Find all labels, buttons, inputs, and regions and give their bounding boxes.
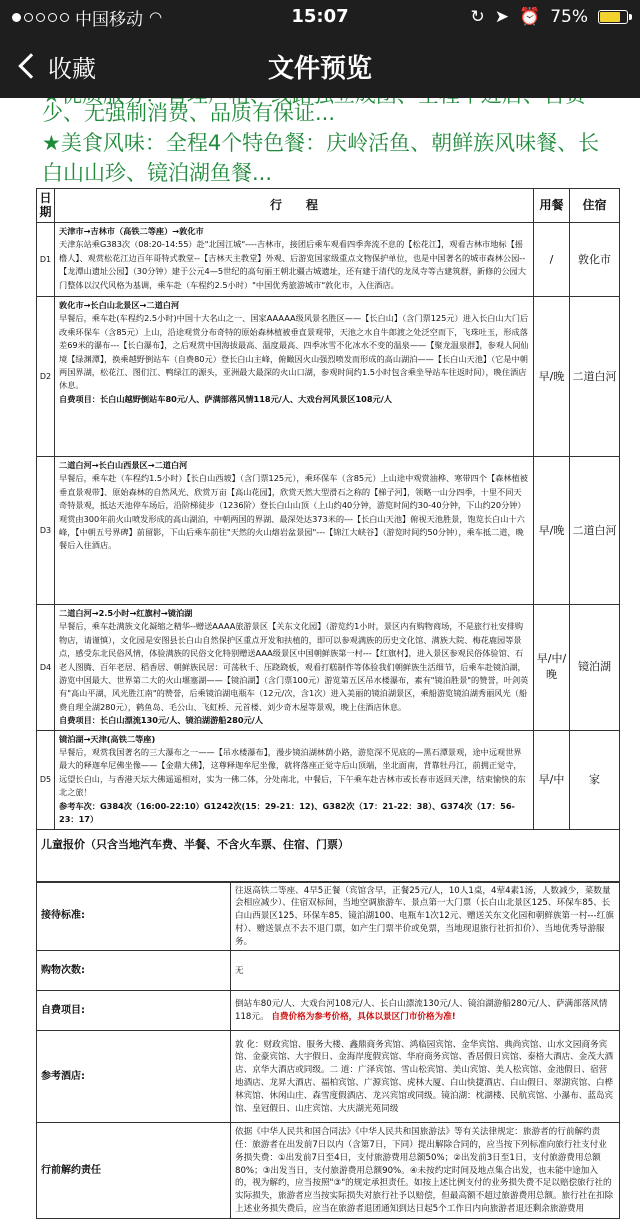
carrier-name: 中国移动 [75, 5, 143, 30]
info-value: 敦 化：财政宾馆、服务大楼、鑫鼎商务宾馆、鸿临园宾馆、金华宾馆、典尚宾馆、山水文园商务宾馆、金豪宾馆、大宇假日、金海岸度假宾馆、华府商务宾馆、香居假日宾馆、泰格大酒店、金茂大酒店、京华大酒店或同级。二 道：广泽宾馆、雪山松宾馆、美山宾馆、美人松宾馆、金池假日、宿营地酒店、龙昇大酒店、福柏宾馆、广源宾馆、虎林大厦、白山快捷酒店、白山假日、翠湖宾馆、白桦林宾馆、休闲山庄、森雪度假酒店、龙兴宾馆或同级。镜泊湖：枕湖楼、民航宾馆、小瀑布、蓝岛宾馆、皇冠假日、山庄宾馆、大庆湖光苑同级 [231, 1031, 620, 1123]
route-body: 天津东站乘G383次（08:20-14:55）赴"北国江城"----吉林市，接团后乘车观看四季奔流不息的【松花江】，观看吉林市地标【摇橹人】、观赏松花江边百年哥特式教堂--【吉林天主教堂】外观、后游览国家级重点文物保护单位，也是中国著名的城市森林公园--【龙潭山遗址公园】（30分钟）建于公元4—5世纪的高句丽王朝北疆古城遗址，还有建于清代的龙凤寺等古建筑群，新修的公园大门整体以汉代风格为基调，乘车赴（车程约2.5小时）"中国优秀旅游城市"敦化市，入住酒店。 [59, 239, 526, 289]
self-pay-note: 自费价格为参考价格，具体以景区门市价格为准! [271, 1012, 455, 1022]
status-time: 15:07 [0, 6, 640, 27]
battery-icon [598, 10, 628, 24]
route-extra: 自费项目：长白山越野倒站车80元/人、萨满部落风情118元/人、大戏台河风景区108元/人 [59, 393, 529, 406]
kids-price-note: 儿童报价（只含当地汽车费、半餐、不含火车票、住宿、门票） [36, 830, 620, 882]
route-body: 早餐后，观赏我国著名的三大瀑布之一——【吊水楼瀑布】，漫步镜泊湖林荫小路，游览深不见底的—黑石潭景观，途中远观世界最大的释迦牟尼佛坐像——【金鼎大佛】，这尊释迦牟尼坐像，就将落座正觉寺后山顶端，坐北面南，背靠牡丹江，前拥正觉寺，远望长白山，与香港天坛大佛遥遥相对，实为一佛二体，分处南北，中餐后，下午乘车赴吉林市或长春市返回天津，结束愉快的东北之旅！ [59, 747, 526, 797]
day-desc [55, 297, 534, 457]
day-desc [55, 223, 534, 297]
info-label: 参考酒店: [37, 1031, 231, 1123]
header-hotel: 住宿 [570, 189, 620, 223]
route-title: 二道白河→长白山西景区→二道白河 [59, 459, 529, 472]
meal-cell: / [534, 223, 570, 297]
hotel-cell: 二道白河 [570, 457, 620, 605]
hotel-cell: 敦化市 [570, 223, 620, 297]
day-label: D4 [37, 605, 55, 731]
table-row [37, 605, 620, 731]
hotel-cell: 二道白河 [570, 297, 620, 457]
document-preview[interactable] [0, 80, 640, 1219]
alarm-icon: ⏰ [519, 7, 540, 27]
day-label: D1 [37, 223, 55, 297]
wifi-icon: ◠ [149, 8, 162, 26]
info-value: 依据《中华人民共和国合同法》《中华人民共和国旅游法》等有关法律规定：旅游者的行前解约责任：旅游者在出发前7日以内（含第7日，下同）提出解除合同的，应当按下列标准向旅行社支付业务损失费：①出发前7日至4日，支付旅游费用总额50%；②出发前3日至1日，支付旅游费用总额80%；③出发当日，支付旅游费用总额90%。④未按约定时间及地点集合出发，也未能中途加入的，视为解约，应当按照"③"的规定承担责任。如按上述比例支付的业务损失费不足以赔偿旅行社的实际损失，旅游者应当按实际损失对旅行社予以赔偿，但最高额不超过旅游费用总额。旅行社在扣除上述业务损失费后，应当在旅游者退团通知到达日起5个工作日内向旅游者退还剩余旅游费用 [231, 1123, 620, 1219]
day-desc [55, 457, 534, 605]
day-desc [55, 730, 534, 829]
back-label: 收藏 [48, 49, 96, 84]
table-row [37, 457, 620, 605]
info-table [36, 882, 620, 1219]
meal-cell: 早/中/晚 [534, 605, 570, 731]
day-label: D2 [37, 297, 55, 457]
back-chevron-icon [18, 53, 43, 78]
header-route: 行 程 [55, 189, 534, 223]
table-row [37, 223, 620, 297]
day-label: D5 [37, 730, 55, 829]
day-label: D3 [37, 457, 55, 605]
rotation-lock-icon: ↻ [471, 7, 485, 27]
top-bar [0, 0, 640, 98]
signal-strength-icon [12, 13, 69, 22]
info-label: 接待标准: [37, 882, 231, 951]
table-row [37, 1031, 620, 1123]
intro-line-2: 少、无强制消费、品质有保证... [42, 98, 602, 128]
itinerary-table [36, 188, 620, 830]
meal-cell: 早/晚 [534, 457, 570, 605]
hotel-cell: 家 [570, 730, 620, 829]
info-label: 行前解约责任 [37, 1123, 231, 1219]
battery-level [600, 12, 620, 22]
route-body: 早餐后，乘车赴(车程约2.5小时)中国十大名山之一、国家AAAAA级风景名胜区——【长白山】（含门票125元）进入长白山大门后改乘环保车（含85元）上山，沿途观赏分布奇特的原始森林植被垂直景观带，天池之水自牛郎渡之处泛空而下，飞珠吐玉，形成落差69米的瀑布---【长白瀑布】，之后观赏中国海拔最高、温度最高、四季冰雪不化冰水不变的温泉——【聚龙温泉群】，参观人间仙境【绿渊潭】，换乘越野倒站车（自费80元）登长白山主峰，俯瞰因火山强烈喷发而形成的高山湖泊——【长白山天池】（它是中朝两国界湖，松花江、图们江、鸭绿江的源头，亚洲最大最深的火山口湖，参观时间约1.5小时包含乘坐导站车往返时间），晚住酒店休息。 [59, 313, 529, 390]
back-button[interactable] [0, 49, 96, 84]
page-title: 文件预览 [0, 48, 640, 85]
table-row [37, 991, 620, 1031]
info-label: 购物次数: [37, 951, 231, 991]
info-label: 自费项目: [37, 991, 231, 1031]
info-value [231, 991, 620, 1031]
battery-percent: 75% [550, 7, 588, 27]
route-title: 镜泊湖→天津(高铁二等座) [59, 733, 529, 746]
route-extra: 自费项目：长白山漂流130元/人、镜泊湖游船280元/人 [59, 714, 529, 727]
table-row [37, 882, 620, 951]
day-desc [55, 605, 534, 731]
self-pay-items: 倒站车80元/人、大戏台河108元/人、长白山漂流130元/人、镜泊湖游船280元/人、萨满部落风情118元。 [235, 999, 608, 1022]
route-title: 敦化市→长白山北景区→二道白河 [59, 299, 529, 312]
table-row [37, 297, 620, 457]
nav-bar [0, 34, 640, 98]
table-row [37, 951, 620, 991]
table-header-row [37, 189, 620, 223]
info-value: 往返高铁二等座、4早5正餐（宾馆含早，正餐25元/人，10人1桌，4荤4素1汤，人数减少，菜数量会相应减少）、住宿双标间，当地空调旅游车、景点第一大门票（长白山北景区125、环保车85、长白山西景区125、环保车85、镜泊湖100、电瓶车1次12元、赠送关东文化园和朝鲜族第一村---红旗村）、赠送景点不去不退门票，如产生门票半价或免票，当地现退旅行社折扣价）、当地优秀导游服务。 [231, 882, 620, 951]
header-meal: 用餐 [534, 189, 570, 223]
meal-cell: 早/中 [534, 730, 570, 829]
route-body: 早餐后，乘车赴满族文化凝缩之精华--赠送AAAA旅游景区【关东文化园】（游览约1小时，景区内有购物商场，不是旅行社安排购物店，请谨慎），文化园是安图县长白山自然保护区重点开发和扶植的，即可以参观满族的历史文化馆、满族大院、梅花鹿园等景点，感受东北民俗风情，体验满族的民俗文化特别赠送AAA级景区中国朝鲜族第一村---【红旗村】，进入景区参观民俗体验馆、石老人图腾、百年老居、稻香居、朝鲜族民居：可荡秋千、压跷跷板，观看打糕制作等体验我们朝鲜族生活细节，后乘车赴镜泊湖，游览中国最大、世界第二大的火山堰塞湖——【镜泊湖】（含门票100元）游览第五区吊水楼瀑布，素有"镜泊胜景"的赞誉，叶剑英有"高山平湖，风光胜江南"的赞誉，后乘镜泊湖电瓶车（12元/次，含1次）进入美丽的镜泊湖景区，乘船游览镜泊湖秀丽风光（船费自理全湖280元），鹤鱼岛、毛公山、飞虹桥、元首楼、刘少奇木屋等景观，晚上住酒店休息。 [59, 621, 528, 711]
route-title: 天津市→吉林市（高铁二等座）→敦化市 [59, 225, 529, 238]
info-value: 无 [231, 951, 620, 991]
intro-line-3: ★美食风味：全程4个特色餐：庆岭活鱼、朝鲜族风味餐、长白山山珍、镜泊湖鱼餐... [42, 128, 602, 188]
hotel-cell: 镜泊湖 [570, 605, 620, 731]
status-bar [0, 0, 640, 34]
route-extra: 参考车次：G384次（16:00-22:10）G1242次(15：29-21：12)、G382次（17：21-22：38）、G374次（17：56-23：17） [59, 800, 529, 827]
meal-cell: 早/晚 [534, 297, 570, 457]
location-icon: ➤ [495, 7, 509, 27]
table-row [37, 1123, 620, 1219]
route-title: 二道白河→2.5小时→红旗村→镜泊湖 [59, 607, 529, 620]
table-row [37, 730, 620, 829]
route-body: 早餐后，乘车赴（车程约1.5小时）【长白山西坡】（含门票125元），乘环保车（含85元）上山途中观赏油桦、寒带四个【森林植被垂直景观带】、原始森林的自然风光、欣赏万亩【高山花园】，欣赏天然大型滑石之称的【梯子河】，领略一山分四季，十里不同天奇特景观，抵达天池停车场后，沿阶梯徒步（1236阶）登长白山山顶（上山约40分钟，游览时间约30-40分钟，下山约20分钟）观赏由300年前火山喷发形成的高山湖泊，中朝两国的界湖、最深处达373米的---【长白山天池】俯视天池胜景，饱览长白山十六峰，【中朝五号界碑】前留影，下山后乘车前往"天然的火山熔岩盆景园"---【锦江大峡谷】（游览时间约50分钟），乘车抵二道，晚餐后入住酒店。 [59, 473, 528, 550]
header-day: 日期 [37, 189, 55, 223]
